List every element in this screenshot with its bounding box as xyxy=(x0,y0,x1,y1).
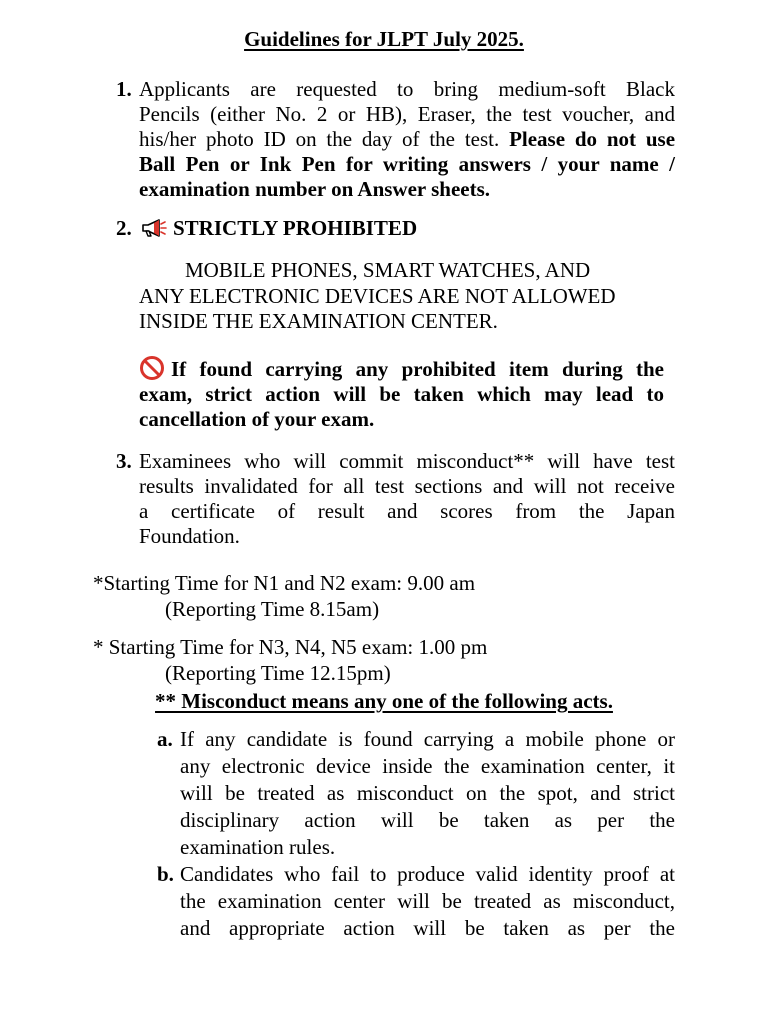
n3-n5-start-time: * Starting Time for N3, N4, N5 exam: 1.00 pm xyxy=(93,635,488,659)
misconduct-b-letter: b. xyxy=(157,862,174,886)
item-2-heading xyxy=(141,216,417,241)
misconduct-b-line: and appropriate action will be taken as per the xyxy=(180,916,675,940)
item-1-text xyxy=(139,77,675,202)
item-1-line xyxy=(139,127,675,152)
item-2-notice xyxy=(139,258,679,335)
warning-line: exam, strict action will be taken which may lead to xyxy=(139,382,664,406)
misconduct-a-letter: a. xyxy=(157,727,173,751)
n3-n5-reporting-time: (Reporting Time 12.15pm) xyxy=(165,661,391,685)
warning-line xyxy=(139,355,664,382)
item-1-bold-inline: Please do not use xyxy=(509,127,676,151)
warning-line: cancellation of your exam. xyxy=(139,407,375,431)
misconduct-a-text xyxy=(180,726,675,861)
misconduct-a-line: disciplinary action will be taken as per the xyxy=(180,808,675,832)
item-1-line: Pencils (either No. 2 or HB), Eraser, the test voucher, and xyxy=(139,102,675,126)
item-3-line: Examinees who will commit misconduct** will have test xyxy=(139,449,675,473)
warning-line-text: If found carrying any prohibited item during the xyxy=(171,357,664,381)
n1-n2-start-time: *Starting Time for N1 and N2 exam: 9.00 am xyxy=(93,571,476,595)
misconduct-a-line: any electronic device inside the examination center, it xyxy=(180,754,675,778)
notice-line: MOBILE PHONES, SMART WATCHES, AND xyxy=(185,258,591,282)
misconduct-b-line: Candidates who fail to produce valid identity proof at xyxy=(180,862,675,886)
item-3-number: 3. xyxy=(116,449,132,473)
misconduct-a-line: examination rules. xyxy=(180,835,336,859)
item-3-line: a certificate of result and scores from the Japan xyxy=(139,499,675,523)
item-1-line-text: his/her photo ID on the day of the test. xyxy=(139,127,500,151)
megaphone-icon xyxy=(141,218,167,238)
item-2-warning xyxy=(139,355,664,432)
misconduct-b-line: the examination center will be treated as misconduct, xyxy=(180,889,675,913)
notice-line: ANY ELECTRONIC DEVICES ARE NOT ALLOWED xyxy=(139,283,616,308)
notice-line: INSIDE THE EXAMINATION CENTER. xyxy=(139,309,498,333)
page-title: Guidelines for JLPT July 2025. xyxy=(244,27,524,51)
misconduct-a-line: will be treated as misconduct on the spot, and strict xyxy=(180,781,675,805)
item-3-line: results invalidated for all test sections and will not receive xyxy=(139,474,675,498)
item-2-number: 2. xyxy=(116,216,132,240)
item-3-text xyxy=(139,449,675,549)
misconduct-b-text xyxy=(180,861,675,942)
misconduct-heading: ** Misconduct means any one of the following acts. xyxy=(155,689,613,713)
item-1-number: 1. xyxy=(116,77,132,101)
item-2-heading-text: STRICTLY PROHIBITED xyxy=(173,216,418,240)
item-1-line: Applicants are requested to bring medium-soft Black xyxy=(139,77,675,101)
item-3-line: Foundation. xyxy=(139,524,240,548)
n1-n2-reporting-time: (Reporting Time 8.15am) xyxy=(165,597,380,621)
no-entry-icon xyxy=(139,355,165,381)
item-1-line: Ball Pen or Ink Pen for writing answers / your name / xyxy=(139,152,675,176)
item-1-line: examination number on Answer sheets. xyxy=(139,177,491,201)
misconduct-a-line: If any candidate is found carrying a mobile phone or xyxy=(180,727,675,751)
